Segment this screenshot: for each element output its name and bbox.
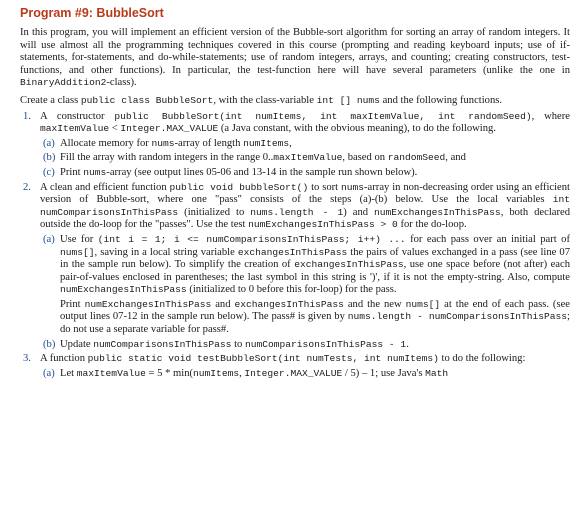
sub-item-letter: (b): [43, 152, 56, 164]
code: public void bubbleSort(): [169, 181, 309, 193]
item-number: 3.: [23, 353, 31, 365]
text: ,: [239, 367, 245, 379]
text: ,: [289, 137, 292, 149]
text: Update: [60, 338, 94, 350]
item-number: 1.: [23, 110, 31, 122]
code: Integer.MAX_VALUE: [244, 367, 343, 379]
text: for each pass over an initial part of: [405, 233, 570, 245]
code: nums[]: [405, 298, 441, 310]
sub-item-a: [40, 234, 570, 337]
text: .: [406, 338, 409, 350]
code: maxItemValue: [273, 152, 343, 164]
sub-item-letter: (a): [43, 233, 55, 245]
text: (initialized to: [178, 206, 251, 218]
sub-item-letter: (a): [43, 137, 55, 149]
text: , where: [531, 110, 570, 122]
text: Let: [60, 367, 77, 379]
code: numExchangesInThisPass > 0: [248, 219, 398, 231]
code: (int i = 1; i <= numComparisonsInThisPass; i++) ...: [97, 233, 406, 245]
list-item-constructor: [20, 111, 570, 180]
text: to do the following:: [438, 353, 526, 365]
code: public static void testBubbleSort(int numTests, int numItems): [87, 353, 439, 365]
text: Use for: [60, 233, 98, 245]
text: A constructor: [40, 110, 115, 122]
text: and the following functions.: [379, 94, 503, 106]
text: , both declared outside the do-loop for the "passes". Use the test: [40, 206, 571, 231]
code: nums: [341, 181, 365, 193]
text: Print: [60, 166, 84, 178]
text: at the end of each pass. (see output lines 07-12 in the sample run below). The pass# is given by: [60, 298, 570, 323]
code: numItems: [193, 367, 240, 379]
sub-item-a: [40, 368, 570, 381]
code: nums: [83, 166, 107, 178]
sub-item-letter: (b): [43, 338, 56, 350]
code: nums: [151, 137, 175, 149]
text: ; do not use a separate variable for pass#.: [60, 311, 570, 336]
sub-item-text-continued: [60, 299, 570, 337]
text: , saving in a local string variable: [94, 246, 238, 258]
program-title: Program #9: BubbleSort: [20, 6, 164, 20]
code: numExchangesInThisPass: [84, 298, 212, 310]
text: <: [109, 123, 121, 135]
text: A clean and efficient function: [40, 181, 170, 193]
code: int [] nums: [316, 94, 380, 106]
code: BinaryAddition2: [20, 77, 107, 89]
sub-item-c: [40, 167, 570, 180]
text: -class).: [106, 77, 137, 89]
code: exchangesInThisPass: [294, 259, 404, 271]
sub-item-b: [40, 152, 570, 165]
text: Allocate memory for: [60, 137, 152, 149]
code: Integer.MAX_VALUE: [120, 123, 219, 135]
function-list: [20, 111, 570, 381]
code: Math: [425, 367, 449, 379]
code: int numComparisonsInThisPass: [40, 194, 570, 218]
text: , based on: [342, 152, 388, 164]
item-text: [40, 353, 570, 366]
sub-item-letter: (c): [43, 166, 55, 178]
sub-item-a: [40, 138, 570, 151]
text: to sort: [308, 181, 341, 193]
code: numComparisonsInThisPass: [93, 338, 232, 350]
text: -array (see output lines 05-06 and 13-14 in the sample run shown below).: [106, 166, 418, 178]
code: randomSeed: [387, 152, 446, 164]
item-text: [40, 111, 570, 136]
text: = 5 * min(: [145, 367, 194, 379]
text: A function: [40, 353, 88, 365]
text: , use one space before (not after) each pair-of-values enclosed in parentheses; the last symbol in this string is ')', if it is not the empty-string. Also, compute: [60, 259, 570, 283]
code: exchangesInThisPass: [237, 246, 348, 258]
code: public BubbleSort(int numItems, int maxItemValue, int randomSeed): [114, 110, 532, 122]
intro-paragraph: [20, 27, 570, 90]
text: Create a class: [20, 94, 81, 106]
sub-item-letter: (a): [43, 367, 55, 379]
code: nums.length - numComparisonsInThisPass: [347, 311, 568, 323]
text: the pairs of values exchanged in a pass (see line 07 in the sample run below). To simplify the creation of: [60, 246, 570, 271]
text: for the do-loop.: [397, 219, 467, 231]
text: and the new: [343, 298, 406, 310]
text: (initialized to 0 before this for-loop) for the pass.: [186, 284, 397, 296]
text: / 5) – 1; use Java's: [342, 367, 426, 379]
code: maxItemValue: [76, 367, 146, 379]
code: exchangesInThisPass: [234, 298, 344, 310]
text: -array of length: [174, 137, 244, 149]
list-item-bubblesort: [20, 182, 570, 352]
list-item-test-function: [20, 353, 570, 380]
text: and: [211, 298, 235, 310]
code: nums[]: [60, 246, 95, 258]
text: Print: [60, 298, 85, 310]
code: numExchangesInThisPass: [60, 284, 187, 296]
sub-item-text: [60, 234, 570, 297]
create-class-paragraph: [20, 95, 570, 108]
text: (a Java constant, with the obvious meaning), to do the following.: [218, 123, 496, 135]
text: ) and: [343, 206, 375, 218]
code: maxItemValue: [40, 123, 110, 135]
text: to: [231, 338, 245, 350]
code: nums.length - 1: [250, 206, 344, 218]
text: Fill the array with random integers in the range 0..: [60, 152, 274, 164]
code: numExchangesInThisPass: [374, 206, 501, 218]
text: , with the class-variable: [213, 94, 317, 106]
sub-item-b: [40, 339, 570, 352]
code: public class BubbleSort: [80, 94, 214, 106]
code: numComparisonsInThisPass - 1: [244, 338, 407, 350]
text: -array in non-decreasing order using an efficient version of Bubble-sort, where one "pass" consists of the steps (a)-(b) below. Use the local variables: [40, 181, 570, 206]
code: numItems: [243, 137, 290, 149]
text: In this program, you will implement an efficient version of the Bubble-sort algorithm for sorting an array of random integers. It will use almost all the programming techniques covered in this course (prompting and reading keyboard inputs; use of if-statements, for-statements, and do-while-statements; use of random integers, arrays, and counting; creating constructors, test-functions, and other functions). In particular, the test-function here will have several parameters (unlike the one in: [20, 27, 570, 76]
item-text: [40, 182, 570, 232]
text: , and: [445, 152, 466, 164]
item-number: 2.: [23, 181, 31, 193]
